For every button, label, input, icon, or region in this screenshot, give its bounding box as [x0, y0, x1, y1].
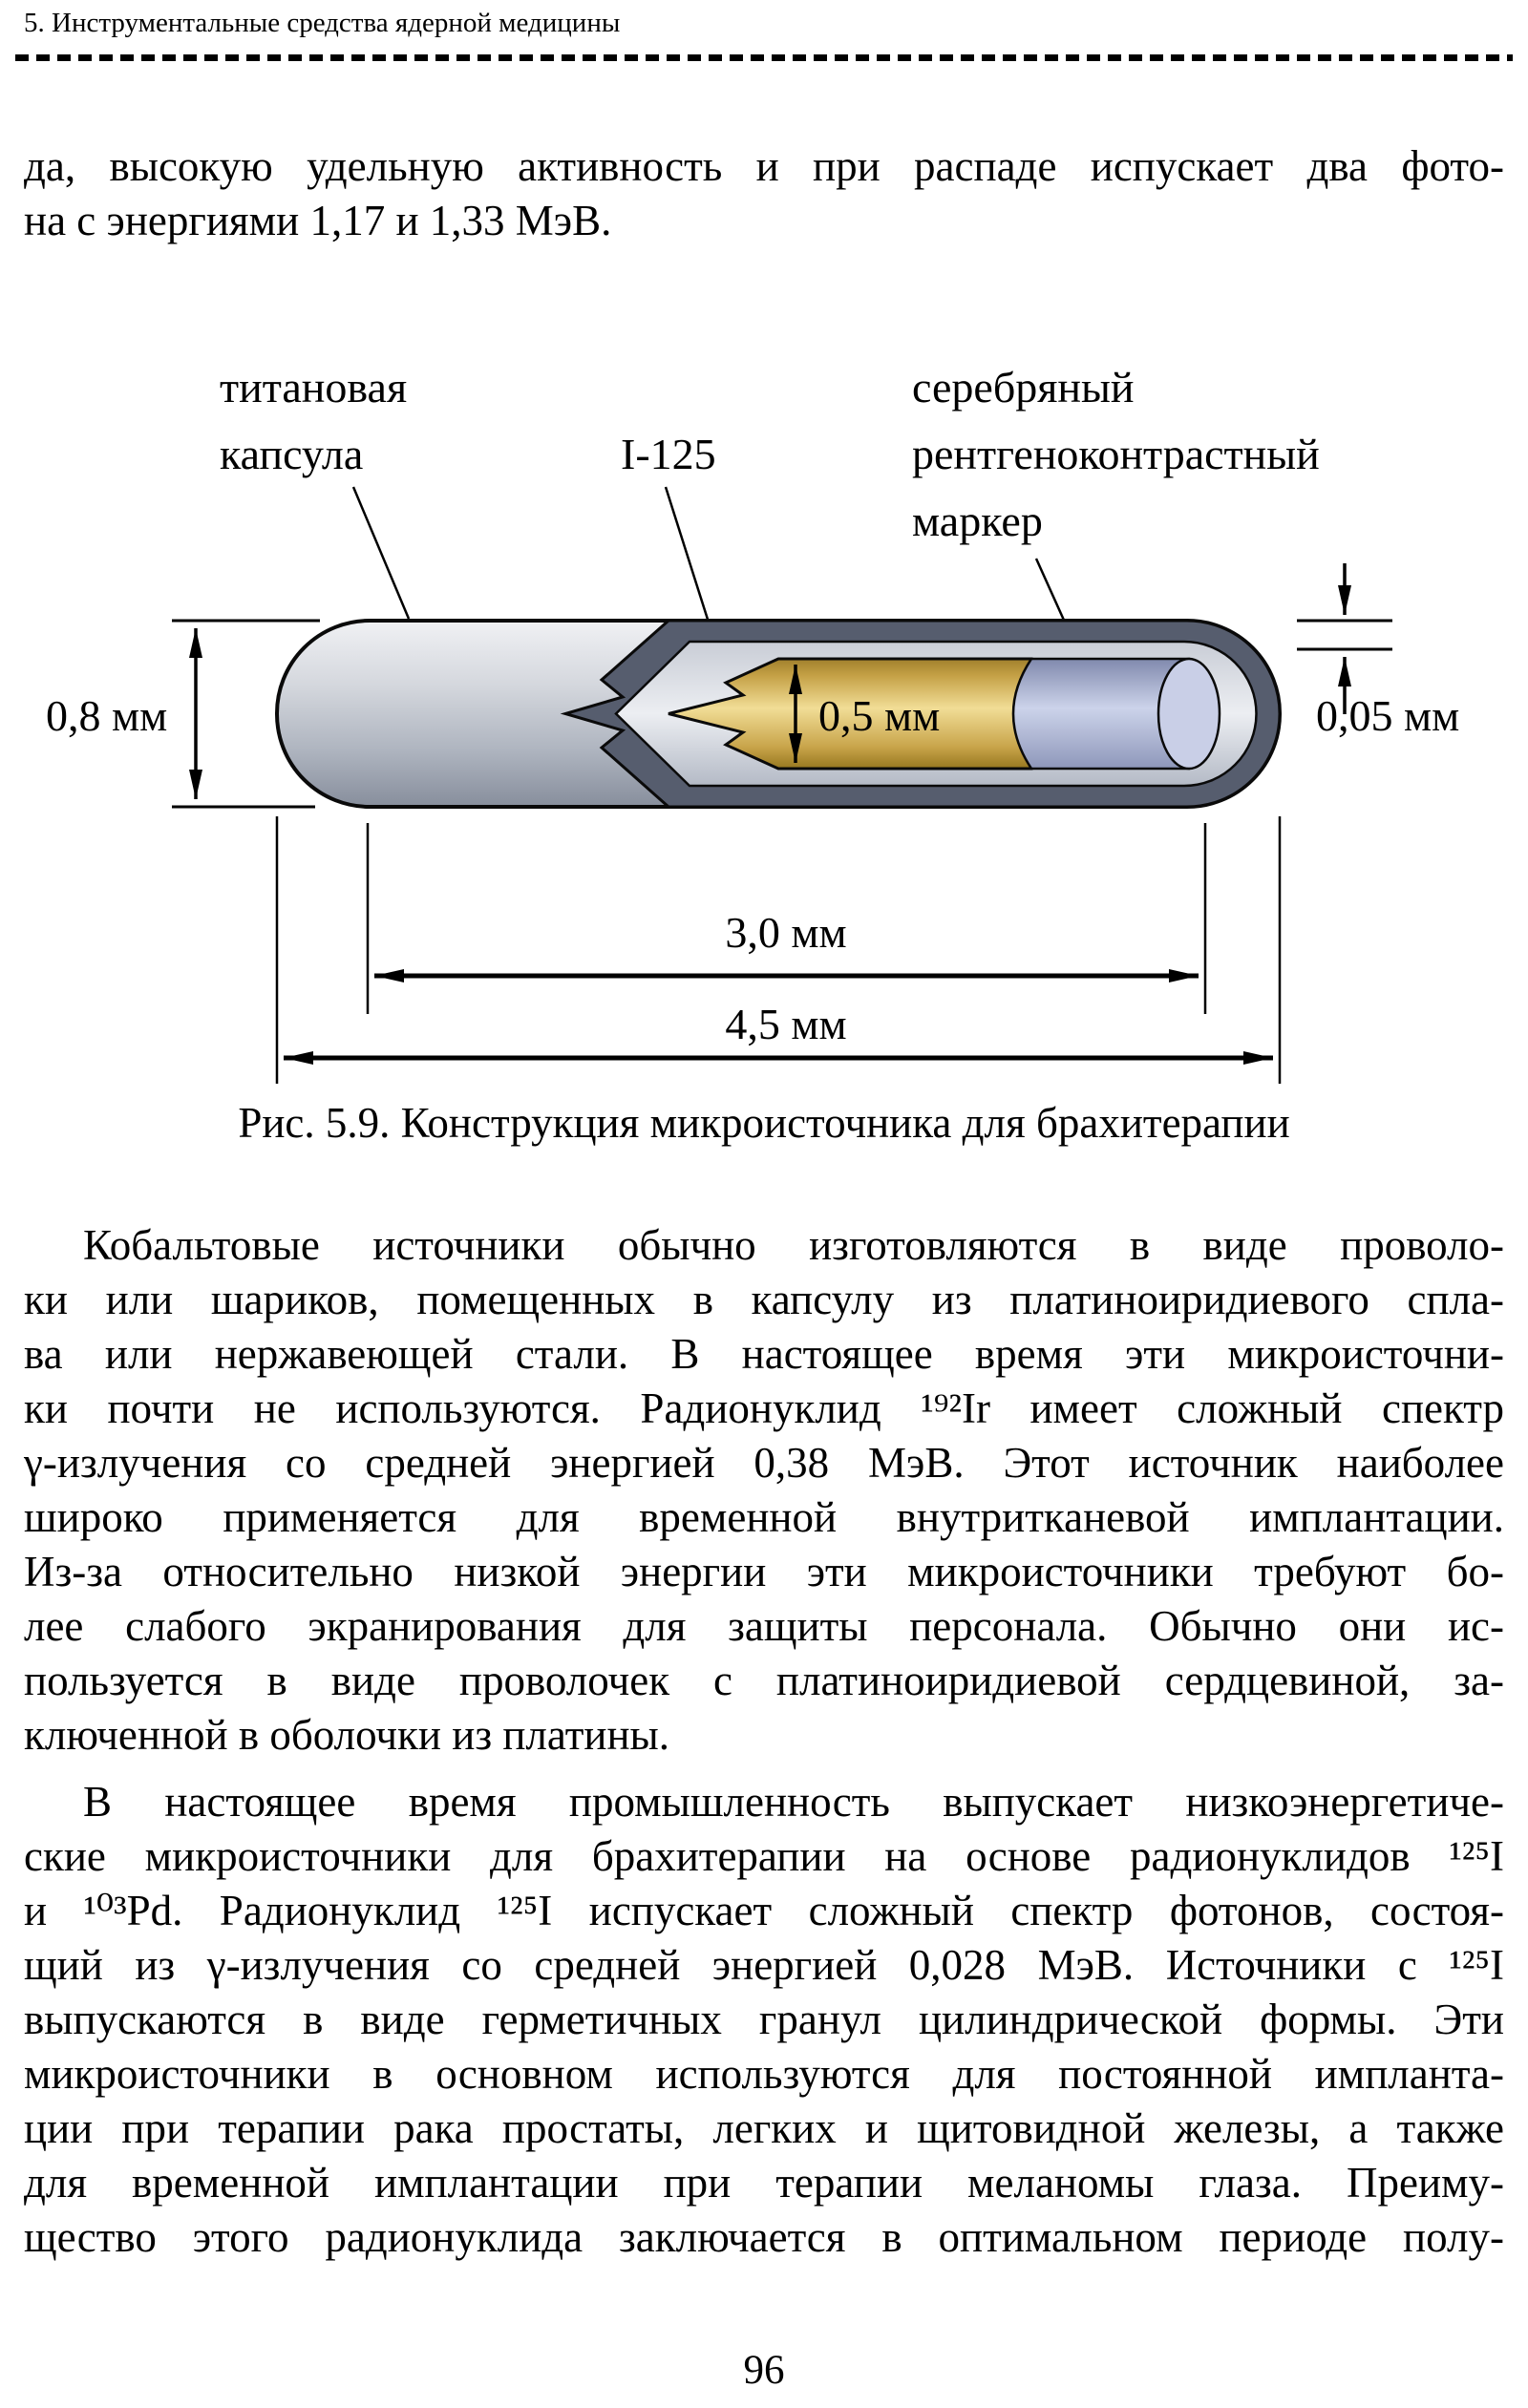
text-line: Кобальтовые источники обычно изготовляются в виде проволо-	[83, 1221, 1504, 1269]
dim-outer-diameter-label: 0,8 мм	[46, 691, 168, 740]
text-line: ки почти не используются. Радионуклид ¹⁹²Ir имеет сложный спектр	[24, 1384, 1504, 1432]
label-isotope-i125: I-125	[621, 430, 716, 478]
text-line: и ¹⁰³Pd. Радионуклид ¹²⁵I испускает сложный спектр фотонов, состоя-	[24, 1887, 1504, 1934]
chapter-running-head: 5. Инструментальные средства ядерной медицины	[24, 8, 621, 38]
text-line: да, высокую удельную активность и при распаде испускает два фото-	[24, 142, 1504, 190]
label-titanium-capsule-line1: титановая	[220, 363, 408, 412]
text-line: лее слабого экранирования для защиты персонала. Обычно они ис-	[24, 1602, 1504, 1650]
text-line: щий из γ-излучения со средней энергией 0,028 МэВ. Источники с ¹²⁵I	[24, 1941, 1504, 1989]
text-line: ки или шариков, помещенных в капсулу из платиноиридиевого спла-	[24, 1276, 1504, 1323]
label-titanium-capsule-line2: капсула	[220, 430, 364, 478]
dim-wall-thickness-label: 0,05 мм	[1316, 691, 1460, 740]
label-silver-marker-line2: рентгеноконтрастный	[912, 430, 1320, 478]
figure-5-9-diagram	[0, 325, 1528, 1155]
text-line: ключенной в оболочки из платины.	[24, 1711, 670, 1759]
label-silver-marker-line1: серебряный	[912, 363, 1135, 412]
label-silver-marker-line3: маркер	[912, 496, 1043, 545]
body-paragraph-cobalt	[24, 1218, 1504, 1763]
text-line: для временной имплантации при терапии меланомы глаза. Преиму-	[24, 2159, 1504, 2207]
text-line: В настоящее время промышленность выпускает низкоэнергетиче-	[83, 1778, 1504, 1826]
dim-core-diameter-label: 0,5 мм	[818, 691, 941, 740]
dashed-divider	[15, 54, 1513, 61]
leader-line-titanium	[353, 487, 409, 619]
text-line: широко применяется для временной внутритканевой имплантации.	[24, 1493, 1504, 1541]
text-line: ва или нержавеющей стали. В настоящее время эти микроисточни-	[24, 1330, 1504, 1378]
intro-paragraph	[24, 139, 1504, 248]
marker-endcap-ellipse	[1158, 659, 1220, 769]
text-line: выпускаются в виде герметичных гранул цилиндрической формы. Эти	[24, 1996, 1504, 2043]
dim-total-length-label: 4,5 мм	[725, 1000, 847, 1048]
text-line: на с энергиями 1,17 и 1,33 МэВ.	[24, 197, 612, 244]
text-line: γ-излучения со средней энергией 0,38 МэВ. Этот источник наиболее	[24, 1439, 1504, 1487]
text-line: микроисточники в основном используются для постоянной импланта-	[24, 2050, 1504, 2098]
text-line: ские микроисточники для брахитерапии на основе радионуклидов ¹²⁵I	[24, 1832, 1504, 1880]
page-number: 96	[743, 2348, 785, 2393]
body-paragraph-low-energy	[24, 1775, 1504, 2265]
figure-caption: Рис. 5.9. Конструкция микроисточника для брахитерапии	[238, 1099, 1290, 1147]
text-line: Из-за относительно низкой энергии эти микроисточники требуют бо-	[24, 1548, 1504, 1595]
text-line: пользуется в виде проволочек с платиноиридиевой сердцевиной, за-	[24, 1657, 1504, 1704]
text-line: ции при терапии рака простаты, легких и щитовидной железы, а также	[24, 2104, 1504, 2152]
text-line: щество этого радионуклида заключается в оптимальном периоде полу-	[24, 2213, 1504, 2261]
dim-core-length-label: 3,0 мм	[725, 908, 847, 957]
